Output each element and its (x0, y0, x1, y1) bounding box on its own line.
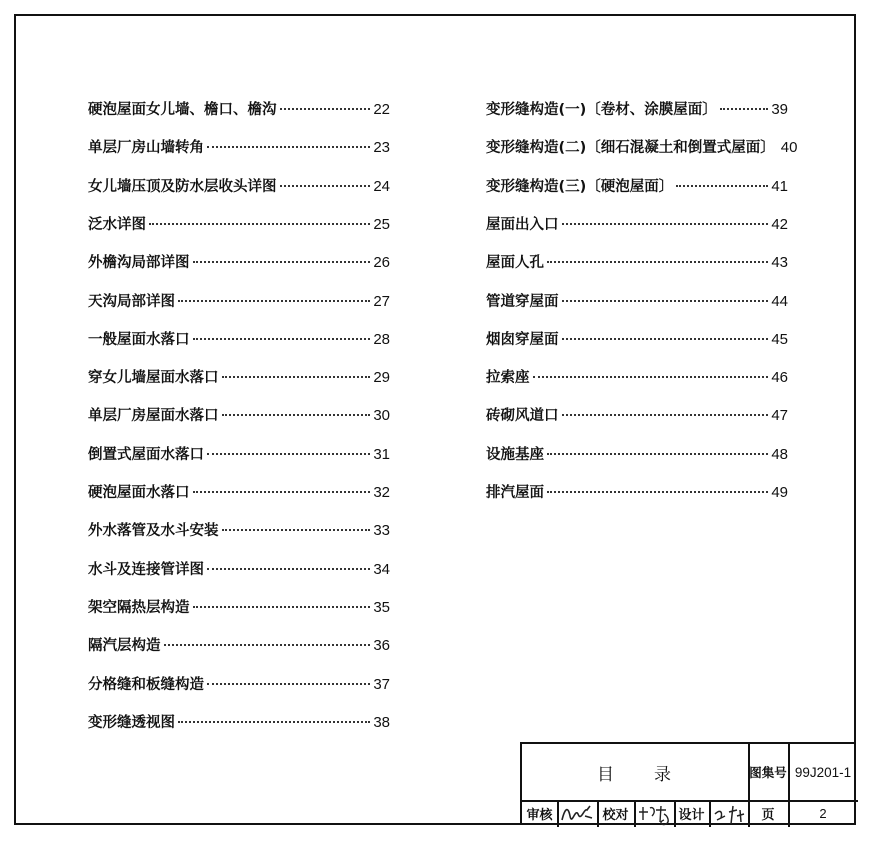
toc-leader-dots (222, 529, 371, 531)
toc-entry (486, 406, 788, 426)
toc-entry (88, 100, 390, 120)
toc-entry (88, 292, 390, 312)
toc-entry (88, 253, 390, 273)
page-label: 页 (761, 808, 775, 823)
toc-entry-title: 变形缝构造(一)〔卷材、涂膜屋面〕 (486, 102, 717, 118)
toc-entry (88, 406, 390, 426)
toc-leader-dots (562, 300, 769, 302)
toc-entry (88, 330, 390, 350)
toc-entry-title: 硬泡屋面女儿墙、檐口、檐沟 (88, 102, 277, 118)
toc-entry (88, 713, 390, 733)
toc-entry-page: 40 (780, 139, 798, 157)
toc-entry-title: 泛水详图 (88, 216, 146, 233)
toc-entry-title: 女儿墙压顶及防水层收头详图 (88, 178, 277, 195)
toc-leader-dots (193, 338, 371, 340)
toc-entry (486, 100, 788, 120)
toc-leader-dots (222, 376, 371, 378)
toc-leader-dots (562, 223, 769, 225)
toc-leader-dots (720, 108, 769, 110)
toc-entry (88, 368, 390, 388)
toc-entry-page: 43 (771, 254, 788, 272)
toc-entry-page: 41 (771, 177, 788, 195)
toc-entry-title: 穿女儿墙屋面水落口 (88, 370, 219, 387)
toc-entry-page: 31 (373, 445, 390, 463)
toc-entry-page: 22 (373, 101, 390, 118)
toc-entry-title: 架空隔热层构造 (88, 599, 190, 616)
toc-leader-dots (193, 606, 371, 608)
toc-leader-dots (533, 376, 769, 378)
toc-leader-dots (207, 683, 370, 685)
toc-leader-dots (207, 146, 370, 148)
toc-entry (88, 675, 390, 695)
toc-entry-page: 26 (373, 254, 390, 272)
toc-entry-page: 27 (373, 292, 390, 310)
toc-leader-dots (222, 414, 371, 416)
toc-entry (88, 177, 390, 197)
toc-entry (88, 138, 390, 158)
toc-entry (486, 177, 788, 197)
toc-entry-page: 44 (771, 292, 788, 310)
toc-entry (486, 138, 798, 158)
toc-leader-dots (149, 223, 370, 225)
toc-leader-dots (547, 261, 768, 263)
toc-leader-dots (562, 338, 769, 340)
toc-entry (486, 253, 788, 273)
toc-entry (486, 292, 788, 312)
toc-entry-page: 23 (373, 139, 390, 157)
title-block-title: 目 录 (597, 764, 673, 785)
toc-entry-title: 倒置式屋面水落口 (88, 446, 204, 463)
toc-entry-title: 砖砌风道口 (486, 408, 559, 425)
designer-signature (711, 802, 747, 828)
toc-entry (88, 445, 390, 465)
page-number: 2 (819, 806, 827, 821)
toc-entry-title: 硬泡屋面水落口 (88, 485, 190, 501)
toc-entry-title: 一般屋面水落口 (88, 331, 190, 348)
toc-entry (88, 560, 390, 580)
toc-leader-dots (547, 491, 768, 493)
toc-entry-title: 水斗及连接管详图 (88, 561, 204, 578)
reviewer-signature (559, 802, 595, 826)
toc-entry-page: 38 (373, 713, 390, 731)
toc-leader-dots (676, 185, 768, 187)
toc-entry (88, 215, 390, 235)
toc-entry-page: 33 (373, 522, 390, 540)
toc-entry-page: 46 (771, 369, 788, 387)
toc-entry-page: 32 (373, 484, 390, 501)
toc-entry (88, 483, 390, 503)
toc-entry-page: 37 (373, 675, 390, 693)
toc-entry (486, 368, 788, 388)
toc-entry (88, 521, 390, 541)
toc-leader-dots (280, 185, 371, 187)
toc-leader-dots (207, 568, 370, 570)
toc-entry-title: 单层厂房山墙转角 (88, 140, 204, 157)
toc-leader-dots (178, 721, 370, 723)
toc-leader-dots (562, 414, 769, 416)
toc-leader-dots (193, 261, 371, 263)
toc-entry (88, 636, 390, 656)
toc-entry-title: 管道穿屋面 (486, 293, 559, 310)
toc-entry-title: 天沟局部详图 (88, 293, 175, 310)
toc-entry-page: 39 (771, 101, 788, 118)
toc-entry (486, 445, 788, 465)
toc-entry (486, 330, 788, 350)
check-label: 校对 (602, 808, 629, 823)
toc-leader-dots (193, 491, 371, 493)
toc-entry-title: 隔汽层构造 (88, 638, 161, 655)
toc-entry-page: 24 (373, 177, 390, 195)
toc-entry-page: 29 (373, 369, 390, 387)
toc-entry-title: 分格缝和板缝构造 (88, 676, 204, 693)
toc-leader-dots (164, 644, 371, 646)
toc-entry-title: 外檐沟局部详图 (88, 255, 190, 272)
toc-entry-page: 36 (373, 637, 390, 655)
toc-entry-title: 排汽屋面 (486, 485, 544, 501)
toc-entry-title: 屋面出入口 (486, 216, 559, 233)
toc-entry-title: 拉索座 (486, 370, 530, 387)
toc-entry-page: 45 (771, 330, 788, 348)
toc-entry-page: 35 (373, 598, 390, 616)
toc-leader-dots (207, 453, 370, 455)
toc-entry (486, 215, 788, 235)
checker-signature (636, 802, 674, 828)
toc-entry-page: 34 (373, 560, 390, 578)
toc-leader-dots (280, 108, 371, 110)
toc-entry-page: 30 (373, 407, 390, 425)
toc-entry-page: 48 (771, 445, 788, 463)
toc-entry-page: 25 (373, 215, 390, 233)
title-block (520, 742, 856, 825)
toc-entry-page: 42 (771, 215, 788, 233)
toc-entry-title: 设施基座 (486, 446, 544, 463)
review-label: 审核 (526, 808, 553, 823)
toc-leader-dots (547, 453, 768, 455)
atlas-number: 99J201-1 (794, 764, 852, 780)
toc-entry-title: 外水落管及水斗安装 (88, 523, 219, 540)
toc-entry (88, 598, 390, 618)
design-label: 设计 (678, 808, 705, 823)
toc-leader-dots (178, 300, 370, 302)
toc-entry-page: 49 (771, 484, 788, 501)
atlas-label: 图集号 (749, 765, 787, 780)
toc-entry-title: 变形缝构造(三)〔硬泡屋面〕 (486, 178, 674, 195)
toc-entry (486, 483, 788, 503)
toc-entry-page: 47 (771, 407, 788, 425)
toc-entry-title: 烟囱穿屋面 (486, 331, 559, 348)
toc-entry-title: 变形缝透视图 (88, 714, 175, 731)
toc-entry-title: 变形缝构造(二)〔细石混凝土和倒置式屋面〕 (486, 140, 775, 157)
toc-entry-title: 屋面人孔 (486, 255, 544, 272)
toc-entry-title: 单层厂房屋面水落口 (88, 408, 219, 425)
toc-entry-page: 28 (373, 330, 390, 348)
